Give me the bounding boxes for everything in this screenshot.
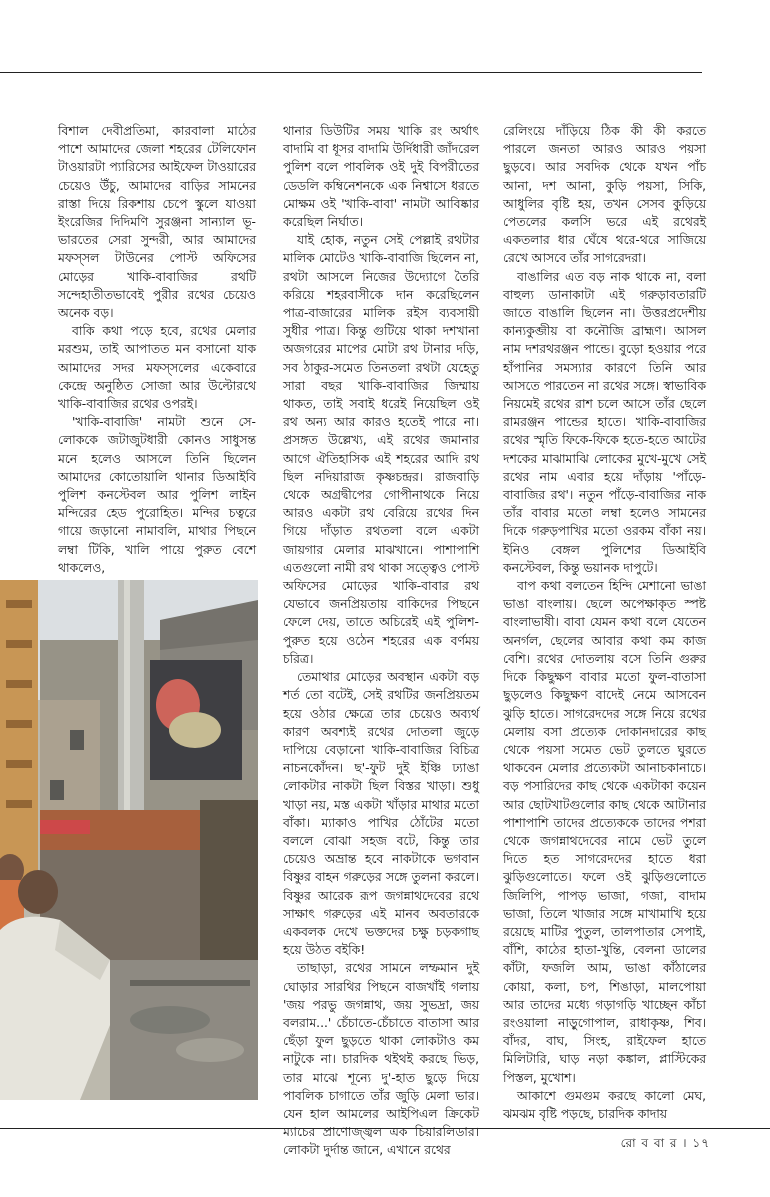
paragraph: বাপ কথা বলতেন হিন্দি মেশানো ভাঙা ভাঙা বাংলায়। ছেলে অপেক্ষাকৃত স্পষ্ট বাংলাভাষী। বাবা যেমন কথা বলে যেতেন অনর্গল, ছেলের আবার কথা কম কাজ বেশি। রথের দোতলায় বসে তিনি গুরুর দিকে কিছুক্ষণ বাবার মতো ফুল-বাতাসা ছুড়লেও কিছুক্ষণ বাদেই নেমে আসবেন ঝুড়ি হাতে। সাগরেদদের সঙ্গে নিয়ে রথের মেলায় বসা প্রত্যেক দোকানদারের কাছ থেকে পয়সা সমেত ভেট তুলতে ঘুরতে থাকবেন মেলার প্রত্যেকটা আনাচকানাচে। বড় পসারিদের কাছ থেকে একটাকা কয়েন আর ছোটখাটগুলোর কাছ থেকে আটানার পাশাপাশি তাদের প্রত্যেককে তাদের পশরা থেকে জগন্নাথদেবের নামে ভেট তুলে দিতে হত সাগরেদদের হাতে ধরা ঝুড়িগুলোতে। ফলে ওই ঝুড়িগুলোতে জিলিপি, পাপড় ভাজা, গজা, বাদাম ভাজা, তিলে খাজার সঙ্গে মাখামাখি হয়ে রয়েছে মাটির পুতুল, তালপাতার সেপাই, বাঁশি, কাঠের হাতা-খুন্তি, বেলনা ডালের কাঁটা, ফজলি আম, ভাঙা কাঁঠালের কোয়া, কলা, চপ, শিঙাড়া, মালপোয়া আর তাদের মধ্যে গড়াগড়ি খাচ্ছেন কাঁচা রংওয়ালা নাড়ুগোপাল, রাধাকৃষ্ণ, শিব। বাঁদর, বাঘ, সিংহ, রাইফেল হাতে মিলিটারি, ঘাড় নড়া কঙ্কাল, প্লাস্টিকের পিস্তল, মুখোশ।	[503, 579, 706, 1085]
paragraph: যাই হোক, নতুন সেই পেল্লাই রথটার মালিক মোটেও খাকি-বাবাজি ছিলেন না, রথটা আসলে নিজের উদ্যোগে তৈরি করিয়ে শহরবাসীকে দান করেছিলেন পাত্র-বাজারের মালিক রইস ব্যবসায়ী সুধীর পাত্র। কিন্তু গুটিয়ে থাকা দশখানা অজগরের মাপের মোটা রথ টানার দড়ি, সব ঠাকুর-সমেত তিনতলা রথটা যেহেতু সারা বছর খাকি-বাবাজির জিম্মায় থাকত, তাই সবাই ধরেই নিয়েছিল ওই রথ অন্য আর কারও হতেই পারে না। প্রসঙ্গত উল্লেখ্য, এই রথের জমানার আগে ঐতিহাসিক এই শহরের আদি রথ ছিল নদিয়ারাজ কৃষ্ণচন্দ্রর। রাজবাড়ি থেকে অগ্রদ্বীপের গোপীনাথকে নিয়ে আরও একটা রথ বেরিয়ে রথের দিন গিয়ে দাঁড়াত রথতলা বলে একটা জায়গার মেলার মাঝখানে। পাশাপাশি এতগুলো নামী রথ থাকা সত্ত্বেও পোস্ট অফিসের মোড়ের খাকি-বাবার রথ যেভাবে জনপ্রিয়তায় বাকিদের পিছনে ফেলে দেয়, তাতে অচিরেই এই পুলিশ-পুরুত হয়ে ওঠেন শহরের এক বর্ণময় চরিত্র।	[283, 233, 479, 666]
paragraph: রেলিংয়ে দাঁড়িয়ে ঠিক কী কী করতে পারলে জনতা আরও আরও পয়সা ছুড়বে। আর সবদিক থেকে যখন পাঁচ আনা, দশ আনা, কুড়ি পয়সা, সিকি, আধুলির বৃষ্টি হয়, তখন সেসব কুড়িয়ে পেতলের কলসি ভরে এই রথেরই একতলার ধার ঘেঁষে থরে-থরে সাজিয়ে রেখে আসবে তাঁর সাগরেদরা।	[503, 124, 706, 266]
street-photo	[0, 580, 258, 1100]
article-column-3	[503, 122, 706, 1122]
bottom-rule	[0, 1128, 770, 1129]
paragraph: 'খাকি-বাবাজি' নামটা শুনে সে-লোককে জটাজুটধারী কোনও সাধুসন্ত মনে হলেও আসলে তিনি ছিলেন আমাদের কোতোয়ালি থানার ডিআইবি পুলিশ কনস্টেবল আর পুলিশ লাইন মন্দিরের হেড পুরোহিত। মন্দির চত্বরে গায়ে জড়ানো নামাবলি, মাথার পিছনে লম্বা টিকি, খালি পায়ে পুরুত বেশে থাকলেও,	[58, 415, 256, 575]
paragraph: আকাশে গুমগুম করছে কালো মেঘ, ঝমঝম বৃষ্টি পড়ছে, চারদিক কাদায়	[503, 1088, 706, 1121]
paragraph: তেমাথার মোড়ের অবস্থান একটা বড় শর্ত তো বটেই, সেই রথটির জনপ্রিয়তম হয়ে ওঠার ক্ষেত্রে তার চেয়েও অব্যর্থ কারণ অবশ্যই রথের দোতলা জুড়ে দাপিয়ে বেড়ানো খাকি-বাবাজির বিচিত্র নাচনকোঁদন। ছ'-ফুট দুই ইঞ্চি ঢ্যাঙা লোকটার নাকটা ছিল বিস্তর খাড়া। শুধু খাড়া নয়, মস্ত একটা খাঁড়ার মাথার মতো বাঁকা। ম্যাকাও পাখির ঠোঁটের মতো বললে বোঝা সহজ বটে, কিন্তু তার চেয়েও অভ্রান্ত হবে নাকটাকে ভগবান বিষ্ণুর বাহন গরুড়ের সঙ্গে তুলনা করলে। বিষ্ণুর আরেক রূপ জগন্নাথদেবের রথে সাক্ষাৎ গরুড়ের এই মানব অবতারকে একবলক দেখে ভক্তদের চক্ষু চড়কগাছ হয়ে উঠত বইকি!	[283, 670, 479, 958]
paragraph: থানার ডিউটির সময় খাকি রং অর্থাৎ বাদামি বা ধূসর বাদামি উর্দিধারী জাঁদরেল পুলিশ বলে পাবলিক ওই দুই বিপরীতের ডেডলি কম্বিনেশনকে এক নিশ্বাসে ধরতে মোক্ষম ওই 'খাকি-বাবা' নামটা আবিষ্কার করেছিল নির্ঘাত।	[283, 124, 479, 230]
paragraph: বাঙালির এত বড় নাক থাকে না, বলা বাহুল্য ডানাকাটা এই গরুড়াবতারটি জাতে বাঙালি ছিলেন না। উত্তরপ্রদেশীয় কান্যকুব্জীয় বা কনৌজি ব্রাহ্মণ। আসল নাম দশরথরঞ্জন পান্ডে। বুড়ো হওয়ার পরে হাঁপানির সমস্যার কারণে তিনি আর আসতে পারতেন না রথের সঙ্গে। স্বাভাবিক নিয়মেই রথের রাশ চলে আসে তাঁর ছেলে রামরঞ্জন পান্ডের হাতে। খাকি-বাবাজির রথের স্মৃতি ফিকে-ফিকে হতে-হতে আটের দশকের মাঝামাঝি লোকের মুখে-মুখে সেই রথের নাম এবার হয়ে দাঁড়ায় 'পাঁড়ে-বাবাজির রথ'। নতুন পাঁড়ে-বাবাজির নাক তাঁর বাবার মতো লম্বা হলেও সামনের দিকে গরুড়পাখির মতো ওরকম বাঁকা নয়। ইনিও বেঙ্গল পুলিশের ডিআইবি কনস্টেবল, কিন্তু ভয়ানক দাপুটে।	[503, 269, 706, 575]
article-column-1	[58, 122, 256, 575]
paragraph: তাছাড়া, রথের সামনে লম্ফমান দুই ঘোড়ার সারথির পিছনে বাজখাঁই গলায় 'জয় পরভু জগন্নাথ, জয় সুভদ্রা, জয় বলরাম...' চেঁচাতে-চেঁচাতে বাতাসা আর ছেঁড়া ফুল ছুড়তে থাকা লোকটাও কম নাটুকে না। চারদিক থইথই করছে ভিড়, তার মাঝে শূন্যে দু'-হাত ছুড়ে দিয়ে পাবলিক চাগাতে তাঁর জুড়ি মেলা ভার। যেন হাল আমলের আইপিএল ক্রিকেট ম্যাচের প্রাণোজ্জ্বল এক চিয়ারলিডার। লোকটা দুর্দান্ত জানে, এখানে রথের	[283, 961, 479, 1158]
page-footer: রো ব বা র । ১৭	[620, 1136, 710, 1150]
top-rule	[0, 72, 702, 73]
paragraph: বাকি কথা পড়ে হবে, রথের মেলার মরশুম, তাই আপাতত মন বসানো যাক আমাদের সদর মফস্সলের একেবারে কেন্দ্রে অনুষ্ঠিত সোজা আর উল্টোরথে খাকি-বাবাজির রথের ওপরই।	[58, 324, 256, 412]
paragraph: বিশাল দেবীপ্রতিমা, কারবালা মাঠের পাশে আমাদের জেলা শহরের টেলিফোন টাওয়ারটা প্যারিসের আইফেল টাওয়ারের চেয়েও উঁচু, আমাদের বাড়ির সামনের রাস্তা দিয়ে রিকশায় চেপে স্কুলে যাওয়া ইংরেজির দিদিমণি সুরঞ্জনা সান্যাল ভূ-ভারতের সেরা সুন্দরী, আর আমাদের মফস্সল টাউনের পোস্ট অফিসের মোড়ের খাকি-বাবাজির রথটি সন্দেহাতীতভাবেই পুরীর রথের চেয়েও অনেক বড়।	[58, 124, 256, 321]
article-column-2	[283, 122, 479, 1158]
